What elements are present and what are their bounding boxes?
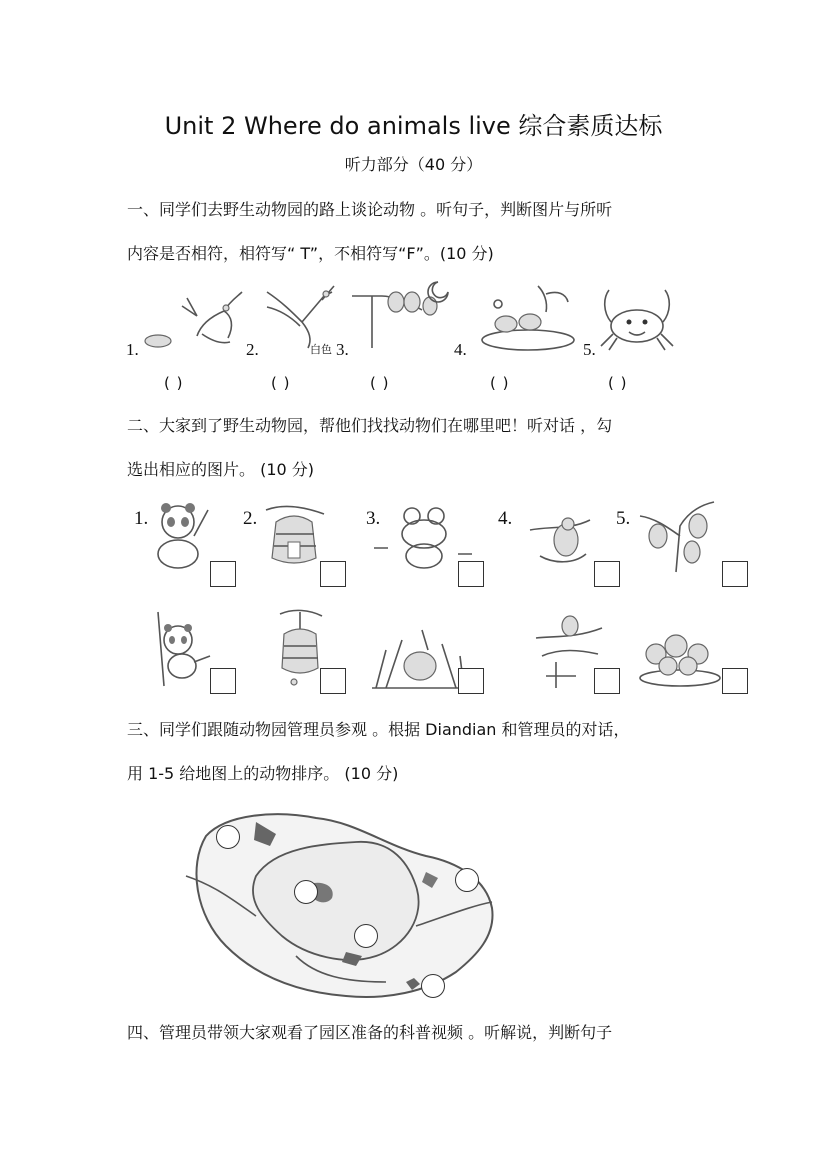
s1-answer-4[interactable]: ( ): [490, 374, 510, 392]
s2-row1-checkbox-1[interactable]: [210, 561, 236, 587]
s2-row1-checkbox-4[interactable]: [594, 561, 620, 587]
frog-icon: [374, 500, 474, 570]
section3-instruction: [127, 708, 707, 796]
panda-icon: [150, 500, 210, 572]
page-title: Unit 2 Where do animals live 综合素质达标: [164, 112, 663, 140]
s2-row1-checkbox-2[interactable]: [320, 561, 346, 587]
s2-row1-checkbox-3[interactable]: [458, 561, 484, 587]
s2-item-5-number: 5.: [616, 508, 631, 529]
chick-icon: [638, 624, 724, 688]
section4-instruction: [127, 1011, 707, 1055]
map-slot-4[interactable]: [354, 924, 378, 948]
s2-row2-checkbox-4[interactable]: [594, 668, 620, 694]
owl-icon: [352, 278, 452, 350]
s1-item-4-number: 4.: [454, 340, 467, 359]
section1-instruction: [127, 188, 707, 276]
map-slot-1[interactable]: [216, 825, 240, 849]
map-slot-5[interactable]: [421, 974, 445, 998]
s2-row2-checkbox-2[interactable]: [320, 668, 346, 694]
bird-icon: [530, 500, 594, 572]
s1-item-2-label: 白色: [310, 343, 332, 356]
crab-icon: [599, 284, 677, 352]
s1-item-1-number: 1.: [126, 340, 139, 359]
section1-instruction-line1: 一、同学们去野生动物园的路上谈论动物 。听句子，判断图片与所听: [127, 200, 613, 219]
s2-row2-checkbox-5[interactable]: [722, 668, 748, 694]
s2-item-4-number: 4.: [498, 508, 513, 529]
s2-item-1-number: 1.: [134, 508, 149, 529]
s1-item-3-number: 3.: [336, 340, 349, 359]
s2-item-2-number: 2.: [243, 508, 258, 529]
s2-row2-checkbox-1[interactable]: [210, 668, 236, 694]
s1-answer-3[interactable]: ( ): [370, 374, 390, 392]
owl-icon: [636, 496, 718, 574]
s1-answer-1[interactable]: ( ): [164, 374, 184, 392]
frog-icon: [478, 282, 578, 354]
eagle-icon: [142, 286, 247, 356]
s1-item-5-number: 5.: [583, 340, 596, 359]
s1-answer-2[interactable]: ( ): [271, 374, 291, 392]
s2-item-3-number: 3.: [366, 508, 381, 529]
section2-instruction-line1: 二、大家到了野生动物园，帮他们找找动物们在哪里吧！听对话 ，勾: [127, 416, 613, 435]
s2-row1-checkbox-5[interactable]: [722, 561, 748, 587]
beehive-icon: [262, 502, 328, 570]
s1-answer-5[interactable]: ( ): [608, 374, 628, 392]
map-slot-2[interactable]: [294, 880, 318, 904]
s1-item-2-number: 2.: [246, 340, 259, 359]
rabbit-icon: [372, 620, 468, 690]
panda-icon: [144, 612, 214, 686]
section2-instruction-line2: 选出相应的图片。 (10 分): [127, 460, 315, 479]
section3-instruction-line1: 三、同学们跟随动物园管理员参观 。根据 Diandian 和管理员的对话，: [127, 720, 630, 739]
map-slot-3[interactable]: [455, 868, 479, 892]
listening-part-heading: 听力部分（40 分）: [344, 155, 483, 174]
section2-instruction: [127, 404, 707, 492]
section4-instruction-line1: 四、管理员带领大家观看了园区准备的科普视频 。听解说，判断句子: [127, 1023, 613, 1042]
eagle-tree-icon: [262, 282, 340, 350]
section3-instruction-line2: 用 1-5 给地图上的动物排序。 (10 分): [127, 764, 399, 783]
s2-row2-checkbox-3[interactable]: [458, 668, 484, 694]
section1-instruction-line2: 内容是否相符，相符写“ T”，不相符写“F”。(10 分): [127, 244, 494, 263]
